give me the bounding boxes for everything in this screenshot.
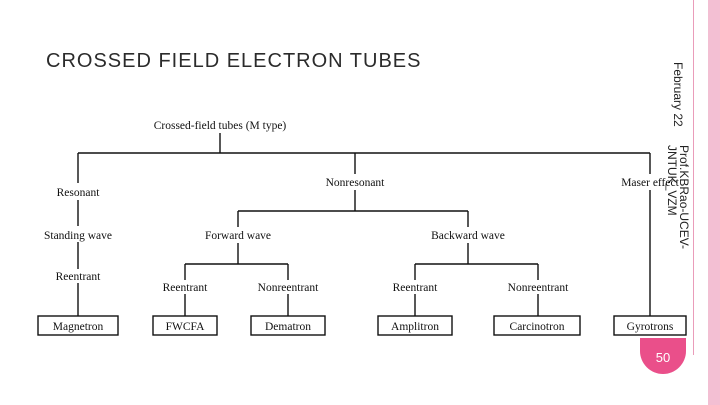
page-number-badge: 50 <box>640 338 686 374</box>
backward-wave-label: Backward wave <box>431 230 505 242</box>
maser-effect-label: Maser effect <box>621 177 679 189</box>
forward-wave-label: Forward wave <box>204 230 272 242</box>
slide-title: CROSSED FIELD ELECTRON TUBES <box>46 50 422 72</box>
backward-reentrant-label: Reentrant <box>392 282 438 294</box>
gyrotrons-label: Gyrotrons <box>626 321 674 333</box>
resonant-label: Resonant <box>56 187 100 199</box>
device-boxes <box>38 316 686 335</box>
amplitron-label: Amplitron <box>391 321 439 333</box>
resonant-reentrant-label: Reentrant <box>55 271 101 283</box>
root-label: Crossed-field tubes (M type) <box>153 120 287 132</box>
tree-labels <box>44 120 680 333</box>
magnetron-label: Magnetron <box>52 321 104 333</box>
slide-date: February 22 <box>671 62 685 127</box>
author-line-1: Prof.KBRao-UCEV- <box>677 145 691 250</box>
backward-nonreentrant-label: Nonreentrant <box>507 282 569 294</box>
forward-nonreentrant-label: Nonreentrant <box>257 282 319 294</box>
forward-reentrant-label: Reentrant <box>162 282 208 294</box>
author-line-2: JNTUK_VZM <box>665 145 679 216</box>
carcinotron-label: Carcinotron <box>509 321 565 333</box>
dematron-label: Dematron <box>265 321 311 333</box>
nonresonant-label: Nonresonant <box>325 177 385 189</box>
fwcfa-label: FWCFA <box>165 321 205 333</box>
standing-wave-label: Standing wave <box>43 230 113 242</box>
